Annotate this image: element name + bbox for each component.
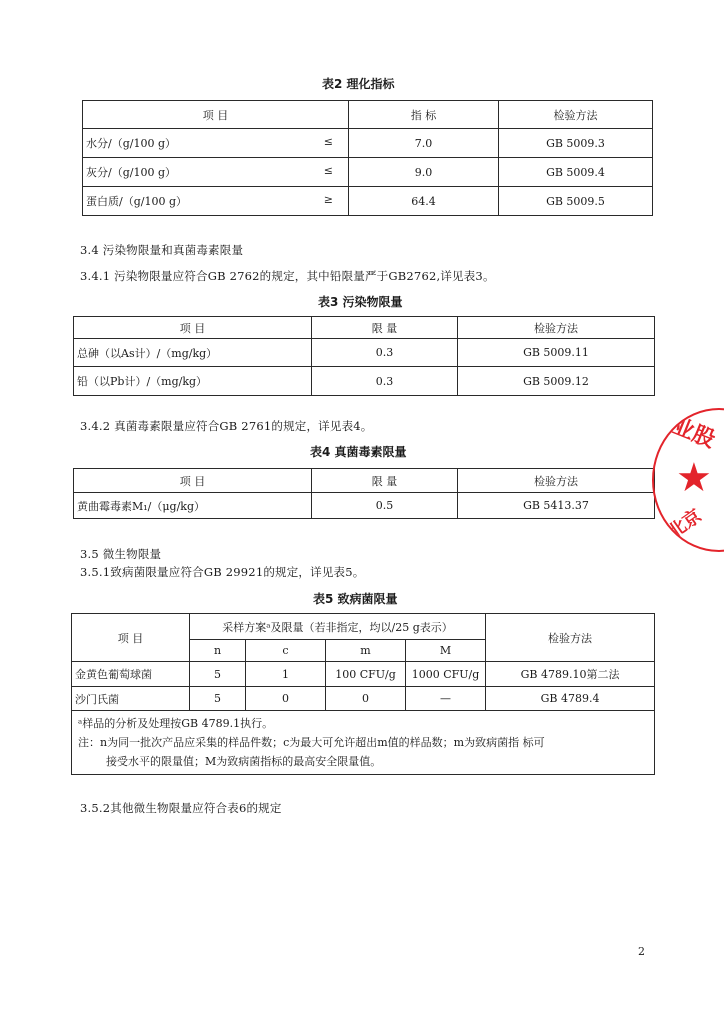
table-row <box>74 493 655 519</box>
table-row <box>72 687 655 711</box>
header-method: 检验方法 <box>458 317 655 339</box>
row-method: GB 5413.37 <box>458 493 655 519</box>
header-method: 检验方法 <box>458 469 655 493</box>
row-method: GB 5009.12 <box>458 367 655 396</box>
row-method: GB 5009.11 <box>458 339 655 367</box>
section-3-4-heading: 3.4 污染物限量和真菌毒素限量 <box>80 243 244 257</box>
table-header-row <box>83 101 653 129</box>
row-value: 0.5 <box>312 493 458 519</box>
header-item: 项 目 <box>74 317 312 339</box>
seal-text-top: 业股 <box>668 413 719 454</box>
note-2: 接受水平的限量值；M为致病菌指标的最高安全限量值。 <box>106 755 382 768</box>
table2-caption: 表2 理化指标 <box>322 77 395 91</box>
table-row <box>83 129 653 158</box>
subheader-M: M <box>406 640 486 662</box>
table-header-row <box>72 614 655 640</box>
subheader-c: c <box>246 640 326 662</box>
seal-text-bottom: 北京 <box>664 505 706 544</box>
subheader-n: n <box>190 640 246 662</box>
table-row <box>72 662 655 687</box>
row-item: 总砷（以As计）/（mg/kg） <box>74 339 312 367</box>
row-item: 沙门氏菌 <box>72 687 190 711</box>
header-value: 指 标 <box>349 101 499 129</box>
header-sampling-plan: 采样方案ᵃ及限量（若非指定，均以/25 g表示） <box>190 614 486 640</box>
row-value: 0.3 <box>312 339 458 367</box>
table2 <box>82 100 653 216</box>
row-value: 7.0 <box>349 129 499 158</box>
row-c: 0 <box>246 687 326 711</box>
header-item: 项 目 <box>83 101 349 129</box>
red-seal <box>652 408 724 552</box>
table5-caption: 表5 致病菌限量 <box>313 592 398 606</box>
row-method: GB 5009.4 <box>499 158 653 187</box>
row-m: 100 CFU/g <box>326 662 406 687</box>
table-row <box>83 158 653 187</box>
star-icon: ★ <box>676 455 712 501</box>
note-1: 注：n为同一批次产品应采集的样品件数；c为最大可允许超出m值的样品数；m为致病菌指 标可 <box>78 736 545 749</box>
row-value: 64.4 <box>349 187 499 216</box>
table4-caption: 表4 真菌毒素限量 <box>310 445 407 459</box>
note-a: ᵃ样品的分析及处理按GB 4789.1执行。 <box>78 717 274 730</box>
header-method: 检验方法 <box>486 614 655 662</box>
table5 <box>71 613 655 775</box>
row-method: GB 5009.5 <box>499 187 653 216</box>
section-3-5-heading: 3.5 微生物限量 <box>80 547 162 561</box>
section-3-5-2-text: 3.5.2其他微生物限量应符合表6的规定 <box>80 801 282 815</box>
row-item: 灰分/（g/100 g） ≤ <box>83 158 349 187</box>
subheader-m: m <box>326 640 406 662</box>
row-method: GB 4789.4 <box>486 687 655 711</box>
row-method: GB 5009.3 <box>499 129 653 158</box>
row-item: 黄曲霉毒素M₁/（μg/kg） <box>74 493 312 519</box>
row-item: 铅（以Pb计）/（mg/kg） <box>74 367 312 396</box>
row-M: 1000 CFU/g <box>406 662 486 687</box>
table-header-row <box>74 317 655 339</box>
table-note-row <box>72 711 655 775</box>
table-row <box>83 187 653 216</box>
row-m: 0 <box>326 687 406 711</box>
table-row <box>74 339 655 367</box>
row-item: 蛋白质/（g/100 g） ≥ <box>83 187 349 216</box>
table4 <box>73 468 655 519</box>
table5-notes <box>72 711 655 775</box>
header-item: 项 目 <box>72 614 190 662</box>
table-header-row <box>74 469 655 493</box>
row-c: 1 <box>246 662 326 687</box>
table-row <box>74 367 655 396</box>
table3 <box>73 316 655 396</box>
header-value: 限 量 <box>312 317 458 339</box>
row-value: 0.3 <box>312 367 458 396</box>
header-method: 检验方法 <box>499 101 653 129</box>
section-3-4-1-text: 3.4.1 污染物限量应符合GB 2762的规定，其中铅限量严于GB2762,详见表3。 <box>80 269 495 283</box>
row-n: 5 <box>190 662 246 687</box>
header-value: 限 量 <box>312 469 458 493</box>
page-number: 2 <box>638 945 645 958</box>
table3-caption: 表3 污染物限量 <box>318 295 403 309</box>
section-3-4-2-text: 3.4.2 真菌毒素限量应符合GB 2761的规定，详见表4。 <box>80 419 373 433</box>
row-M: — <box>406 687 486 711</box>
section-3-5-1-text: 3.5.1致病菌限量应符合GB 29921的规定，详见表5。 <box>80 565 365 579</box>
row-n: 5 <box>190 687 246 711</box>
row-item: 金黄色葡萄球菌 <box>72 662 190 687</box>
row-value: 9.0 <box>349 158 499 187</box>
header-item: 项 目 <box>74 469 312 493</box>
row-item: 水分/（g/100 g） ≤ <box>83 129 349 158</box>
row-method: GB 4789.10第二法 <box>486 662 655 687</box>
